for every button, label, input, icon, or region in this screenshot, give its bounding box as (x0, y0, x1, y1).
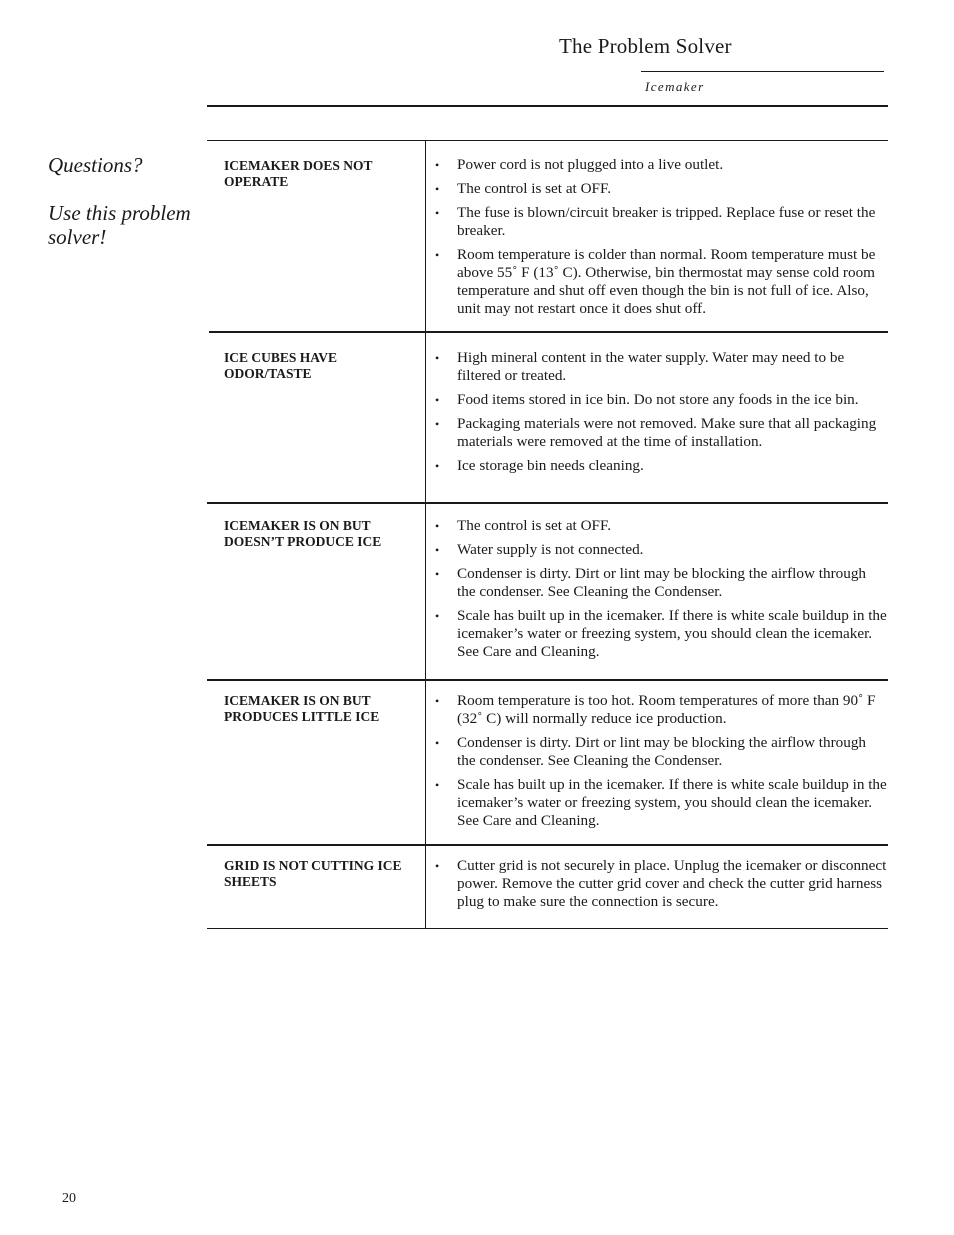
bullet-icon: • (435, 248, 440, 262)
bullet-icon: • (435, 206, 440, 220)
cause-item (435, 457, 887, 475)
bullet-icon: • (435, 158, 440, 172)
bullet-icon: • (435, 543, 440, 557)
bullet-icon: • (435, 519, 440, 533)
row-divider (209, 331, 888, 333)
bullet-icon: • (435, 351, 440, 365)
row-divider (207, 679, 888, 681)
sidebar-use-solver: Use this problem solver! (48, 201, 191, 249)
bullet-icon: • (435, 609, 440, 623)
cause-text: Food items stored in ice bin. Do not store any foods in the ice bin. (457, 391, 859, 408)
cause-text: Ice storage bin needs cleaning. (457, 457, 644, 474)
problem-heading: GRID IS NOT CUTTING ICE SHEETS (224, 858, 402, 889)
cause-item (435, 734, 887, 770)
bullet-icon: • (435, 736, 440, 750)
cause-item (435, 776, 887, 830)
row-divider (207, 502, 888, 504)
cause-text: The fuse is blown/circuit breaker is tripped. Replace fuse or reset the breaker. (457, 204, 876, 239)
cause-item (435, 180, 887, 198)
sidebar-callout (48, 153, 208, 249)
bullet-icon: • (435, 859, 440, 873)
cause-item (435, 692, 887, 728)
cause-text: Condenser is dirty. Dirt or lint may be blocking the airflow through the condenser. See Cleaning the Condenser. (457, 734, 867, 769)
cause-list (435, 517, 887, 667)
cause-text: Packaging materials were not removed. Make sure that all packaging materials were removed at the time of installation. (457, 415, 877, 450)
cause-text: Room temperature is colder than normal. Room temperature must be above 55˚ F (13˚ C). Otherwise, bin thermostat may sense cold room temperature and shut off even though the bin is not full of ice. Also, unit may not restart once it does shut off. (457, 246, 876, 317)
cause-item (435, 857, 887, 911)
cause-item (435, 415, 887, 451)
sidebar-questions: Questions? (48, 153, 143, 177)
header-divider (207, 105, 888, 107)
bullet-icon: • (435, 567, 440, 581)
cause-text: Scale has built up in the icemaker. If there is white scale buildup in the icemaker’s water or freezing system, you should clean the icemaker. See Care and Cleaning. (457, 607, 887, 660)
cause-list (435, 349, 887, 481)
cause-item (435, 156, 887, 174)
cause-list (435, 857, 887, 917)
problem-heading: ICEMAKER IS ON BUT DOESN’T PRODUCE ICE (224, 518, 382, 549)
cause-list (435, 692, 887, 836)
page-title: The Problem Solver (559, 34, 732, 58)
row-divider (207, 844, 888, 846)
cause-text: Power cord is not plugged into a live outlet. (457, 156, 724, 173)
table-column-divider (425, 140, 426, 929)
section-subtitle: Icemaker (645, 79, 705, 94)
bullet-icon: • (435, 417, 440, 431)
cause-text: Scale has built up in the icemaker. If there is white scale buildup in the icemaker’s water or freezing system, you should clean the icemaker. See Care and Cleaning. (457, 776, 887, 829)
table-top-rule (207, 140, 888, 141)
cause-text: Cutter grid is not securely in place. Unplug the icemaker or disconnect power. Remove the cutter grid cover and check the cutter grid harness plug to make sure the connection is secure. (457, 857, 887, 910)
header-divider-short (641, 71, 884, 72)
bullet-icon: • (435, 182, 440, 196)
cause-item (435, 391, 887, 409)
bullet-icon: • (435, 778, 440, 792)
problem-heading: ICE CUBES HAVE ODOR/TASTE (224, 350, 338, 381)
problem-heading: ICEMAKER DOES NOT OPERATE (224, 158, 373, 189)
cause-item (435, 517, 887, 535)
cause-text: The control is set at OFF. (457, 517, 612, 534)
cause-item (435, 246, 887, 318)
bullet-icon: • (435, 694, 440, 708)
bullet-icon: • (435, 393, 440, 407)
cause-item (435, 607, 887, 661)
cause-item (435, 565, 887, 601)
cause-list (435, 156, 887, 324)
cause-text: The control is set at OFF. (457, 180, 612, 197)
cause-text: Water supply is not connected. (457, 541, 644, 558)
page-number: 20 (62, 1191, 76, 1206)
cause-text: Room temperature is too hot. Room temperatures of more than 90˚ F (32˚ C) will normally reduce ice production. (457, 692, 876, 727)
cause-item (435, 204, 887, 240)
cause-text: Condenser is dirty. Dirt or lint may be blocking the airflow through the condenser. See Cleaning the Condenser. (457, 565, 867, 600)
bullet-icon: • (435, 459, 440, 473)
row-divider (207, 928, 888, 929)
cause-item (435, 541, 887, 559)
problem-heading: ICEMAKER IS ON BUT PRODUCES LITTLE ICE (224, 693, 380, 724)
cause-item (435, 349, 887, 385)
cause-text: High mineral content in the water supply. Water may need to be filtered or treated. (457, 349, 845, 384)
